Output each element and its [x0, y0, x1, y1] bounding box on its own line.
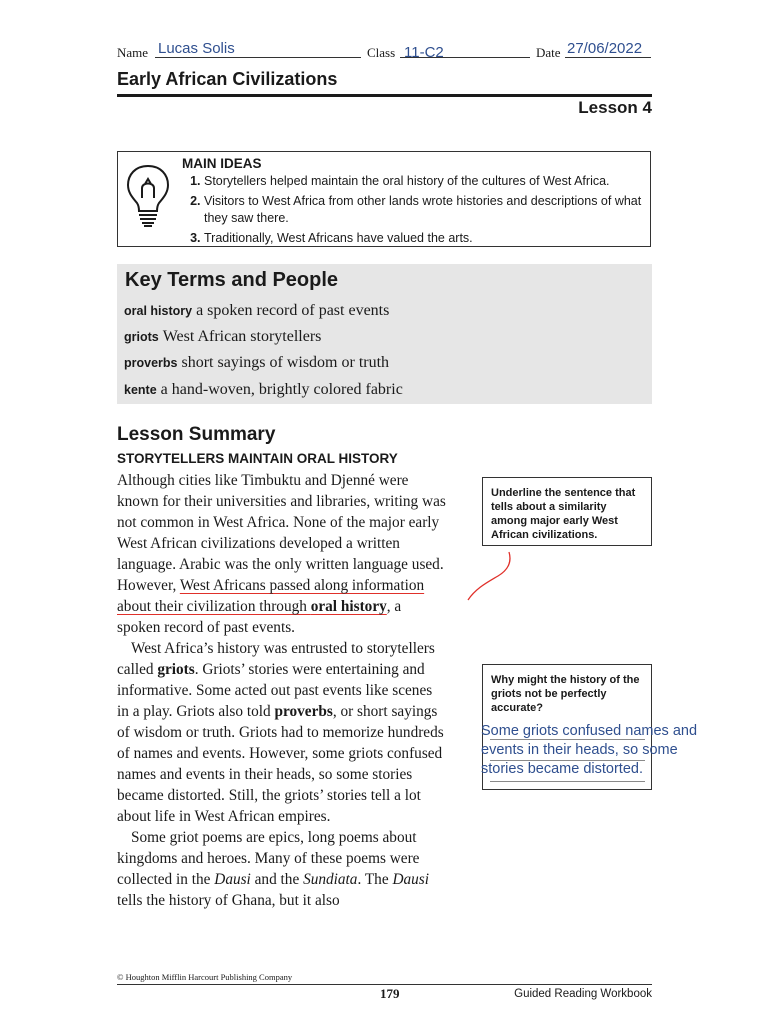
- italic-title: Sundiata: [303, 871, 358, 888]
- name-label: Name: [117, 45, 149, 60]
- key-term: proverbs: [124, 356, 178, 370]
- main-idea-item: 2. Visitors to West Africa from other lands wrote histories and descriptions of what they saw there.: [204, 193, 642, 227]
- date-label: Date: [536, 45, 561, 60]
- sidebox-underline-prompt: [482, 477, 652, 546]
- answer-rule: [490, 760, 645, 761]
- key-term: oral history: [124, 304, 193, 318]
- key-terms-box: [117, 264, 652, 404]
- main-ideas-box: [117, 151, 651, 247]
- title-rule: [117, 94, 652, 97]
- key-term: griots: [124, 330, 159, 344]
- paragraph: [117, 638, 447, 827]
- text: West Africans passed along information about their civilization through: [117, 577, 425, 615]
- key-term-row: [124, 302, 389, 320]
- key-term-definition: West African storytellers: [162, 328, 322, 345]
- text: Although cities like Timbuktu and Djenné were known for their universities and libraries, writing was not common in West Africa. None of the major early West African civilizations developed a written language. Arabic was the only written language used. However,: [117, 472, 446, 594]
- footer-rule: [117, 984, 652, 985]
- italic-title: Dausi: [392, 871, 429, 888]
- key-term-definition: a hand-woven, brightly colored fabric: [160, 381, 403, 398]
- bold-term: griots: [157, 661, 195, 678]
- unit-title: Early African Civilizations: [117, 69, 338, 89]
- summary-body: [117, 470, 447, 911]
- text: West Africa’s history was entrusted to storytellers called: [117, 640, 435, 678]
- copyright: © Houghton Mifflin Harcourt Publishing Company: [117, 972, 293, 982]
- sidebox-question-text: Why might the history of the griots not be perfectly accurate?: [491, 674, 640, 714]
- handwritten-answer[interactable]: [481, 722, 697, 779]
- name-value[interactable]: Lucas Solis: [158, 40, 235, 57]
- class-value[interactable]: 11-C2: [404, 44, 444, 61]
- bold-term: oral history: [310, 598, 387, 615]
- main-idea-item: 3. Traditionally, West Africans have valued the arts.: [204, 230, 642, 247]
- text: , a spoken record of past events.: [117, 598, 402, 636]
- main-idea-item: 1. Storytellers helped maintain the oral history of the cultures of West Africa.: [204, 173, 642, 190]
- red-pen-stroke: [460, 548, 520, 608]
- answer-rule: [490, 781, 645, 782]
- lesson-label: Lesson 4: [578, 98, 652, 117]
- workbook-label: Guided Reading Workbook: [514, 988, 652, 1000]
- answer-rule: [490, 739, 645, 740]
- text: , or short sayings of wisdom or truth. Griots had to memorize hundreds of names and events. However, some griots confused names and events in their heads, so some stories became distorted. Still, the griots’ stories tell a lot about life in West African empires.: [117, 703, 444, 825]
- answer-line: Some griots confused names and: [481, 723, 698, 739]
- summary-subheading: STORYTELLERS MAINTAIN ORAL HISTORY: [117, 451, 398, 466]
- main-ideas-heading: MAIN IDEAS: [182, 156, 262, 171]
- main-ideas: [182, 156, 642, 250]
- key-terms-heading: Key Terms and People: [125, 269, 339, 291]
- paragraph: [117, 827, 447, 911]
- text: Some griot poems are epics, long poems about kingdoms and heroes. Many of these poems were collected in the: [117, 829, 420, 888]
- text: . The: [357, 871, 393, 888]
- text: and the: [250, 871, 304, 888]
- bold-term: proverbs: [274, 703, 333, 720]
- text: tells the history of Ghana, but it also: [117, 892, 340, 909]
- name-line: [155, 57, 361, 58]
- answer-line: stories became distorted.: [481, 761, 643, 777]
- key-term-row: [124, 381, 403, 399]
- date-line: [565, 57, 651, 58]
- key-term-row: [124, 354, 389, 372]
- text: . Griots’ stories were entertaining and informative. Some acted out past events like scenes in a play. Griots also told: [117, 661, 433, 720]
- paragraph: [117, 470, 447, 638]
- lightbulb-icon: [124, 162, 172, 228]
- key-term-row: [124, 328, 321, 346]
- page-number: 179: [380, 986, 400, 1001]
- key-term-definition: a spoken record of past events: [196, 302, 390, 319]
- sidebox-text: Underline the sentence that tells about a similarity among major early West African civilizations.: [491, 487, 636, 541]
- italic-title: Dausi: [214, 871, 251, 888]
- key-term-definition: short sayings of wisdom or truth: [181, 354, 390, 371]
- key-term: kente: [124, 383, 157, 397]
- class-label: Class: [367, 45, 396, 60]
- date-value[interactable]: 27/06/2022: [567, 40, 643, 57]
- answer-line: events in their heads, so some: [481, 742, 678, 758]
- summary-heading: Lesson Summary: [117, 424, 276, 445]
